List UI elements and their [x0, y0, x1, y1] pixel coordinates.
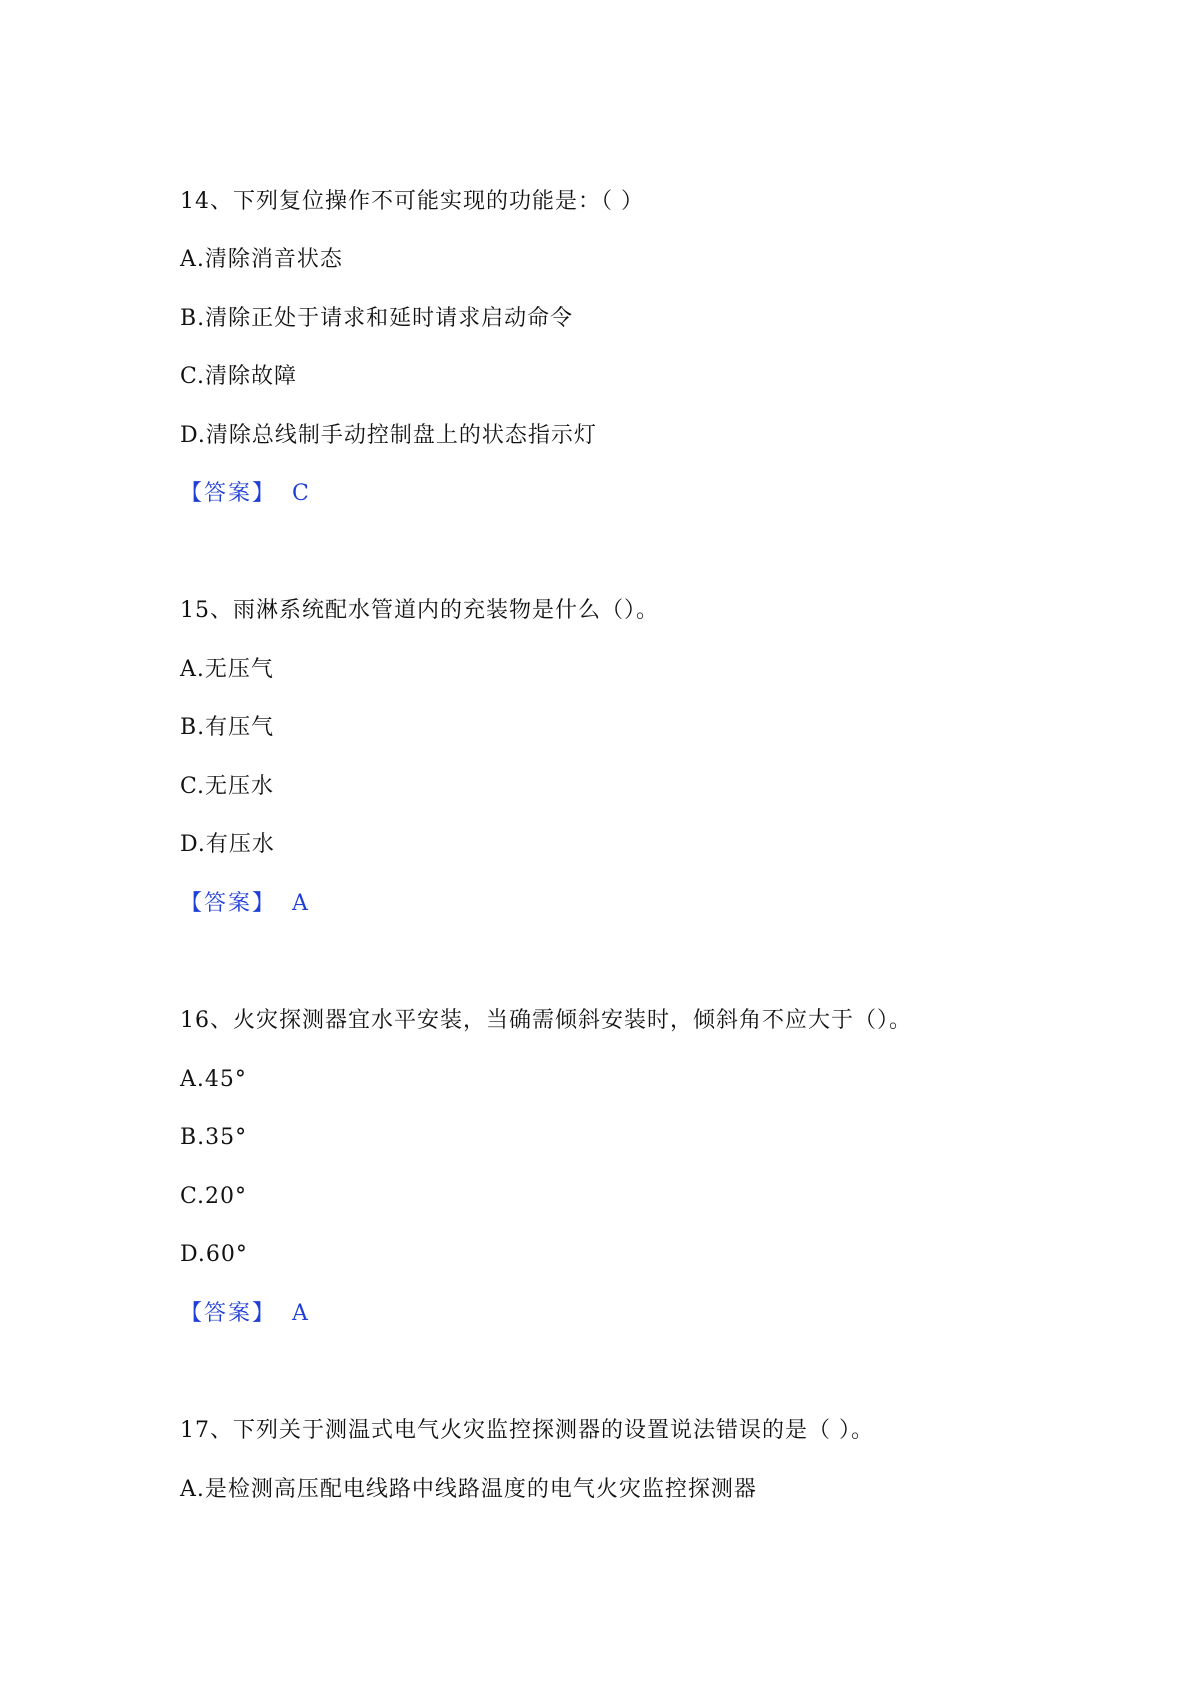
question-17-option-a: A.是检测高压配电线路中线路温度的电气火灾监控探测器	[180, 1477, 757, 1502]
question-15-option-d: D.有压水	[180, 832, 275, 857]
answer-value: A	[292, 891, 309, 916]
question-16-option-a: A.45°	[180, 1067, 247, 1092]
question-17-stem: 17、下列关于测温式电气火灾监控探测器的设置说法错误的是（ ）。	[180, 1418, 874, 1443]
question-14-option-b: B.清除正处于请求和延时请求启动命令	[180, 306, 574, 331]
question-15-option-a: A.无压气	[180, 657, 274, 682]
answer-value: C	[292, 481, 310, 506]
answer-tag: 【答案】	[180, 481, 277, 506]
question-16-option-b: B.35°	[180, 1125, 248, 1150]
question-15-stem: 15、雨淋系统配水管道内的充装物是什么（）。	[180, 598, 659, 623]
question-16-option-d: D.60°	[180, 1242, 248, 1267]
question-16-option-c: C.20°	[180, 1184, 248, 1209]
question-16-answer	[180, 1299, 309, 1329]
answer-tag: 【答案】	[180, 1301, 277, 1326]
question-14-option-a: A.清除消音状态	[180, 247, 343, 272]
answer-value: A	[292, 1301, 309, 1326]
question-15-option-b: B.有压气	[180, 715, 275, 740]
question-16-stem: 16、火灾探测器宜水平安装，当确需倾斜安装时，倾斜角不应大于（）。	[180, 1008, 912, 1033]
question-14-answer	[180, 479, 310, 509]
question-14-option-c: C.清除故障	[180, 364, 298, 389]
question-15-answer	[180, 889, 309, 919]
question-14-stem: 14、下列复位操作不可能实现的功能是：（ ）	[180, 189, 644, 214]
answer-tag: 【答案】	[180, 891, 277, 916]
question-15-option-c: C.无压水	[180, 774, 275, 799]
question-14-option-d: D.清除总线制手动控制盘上的状态指示灯	[180, 423, 597, 448]
